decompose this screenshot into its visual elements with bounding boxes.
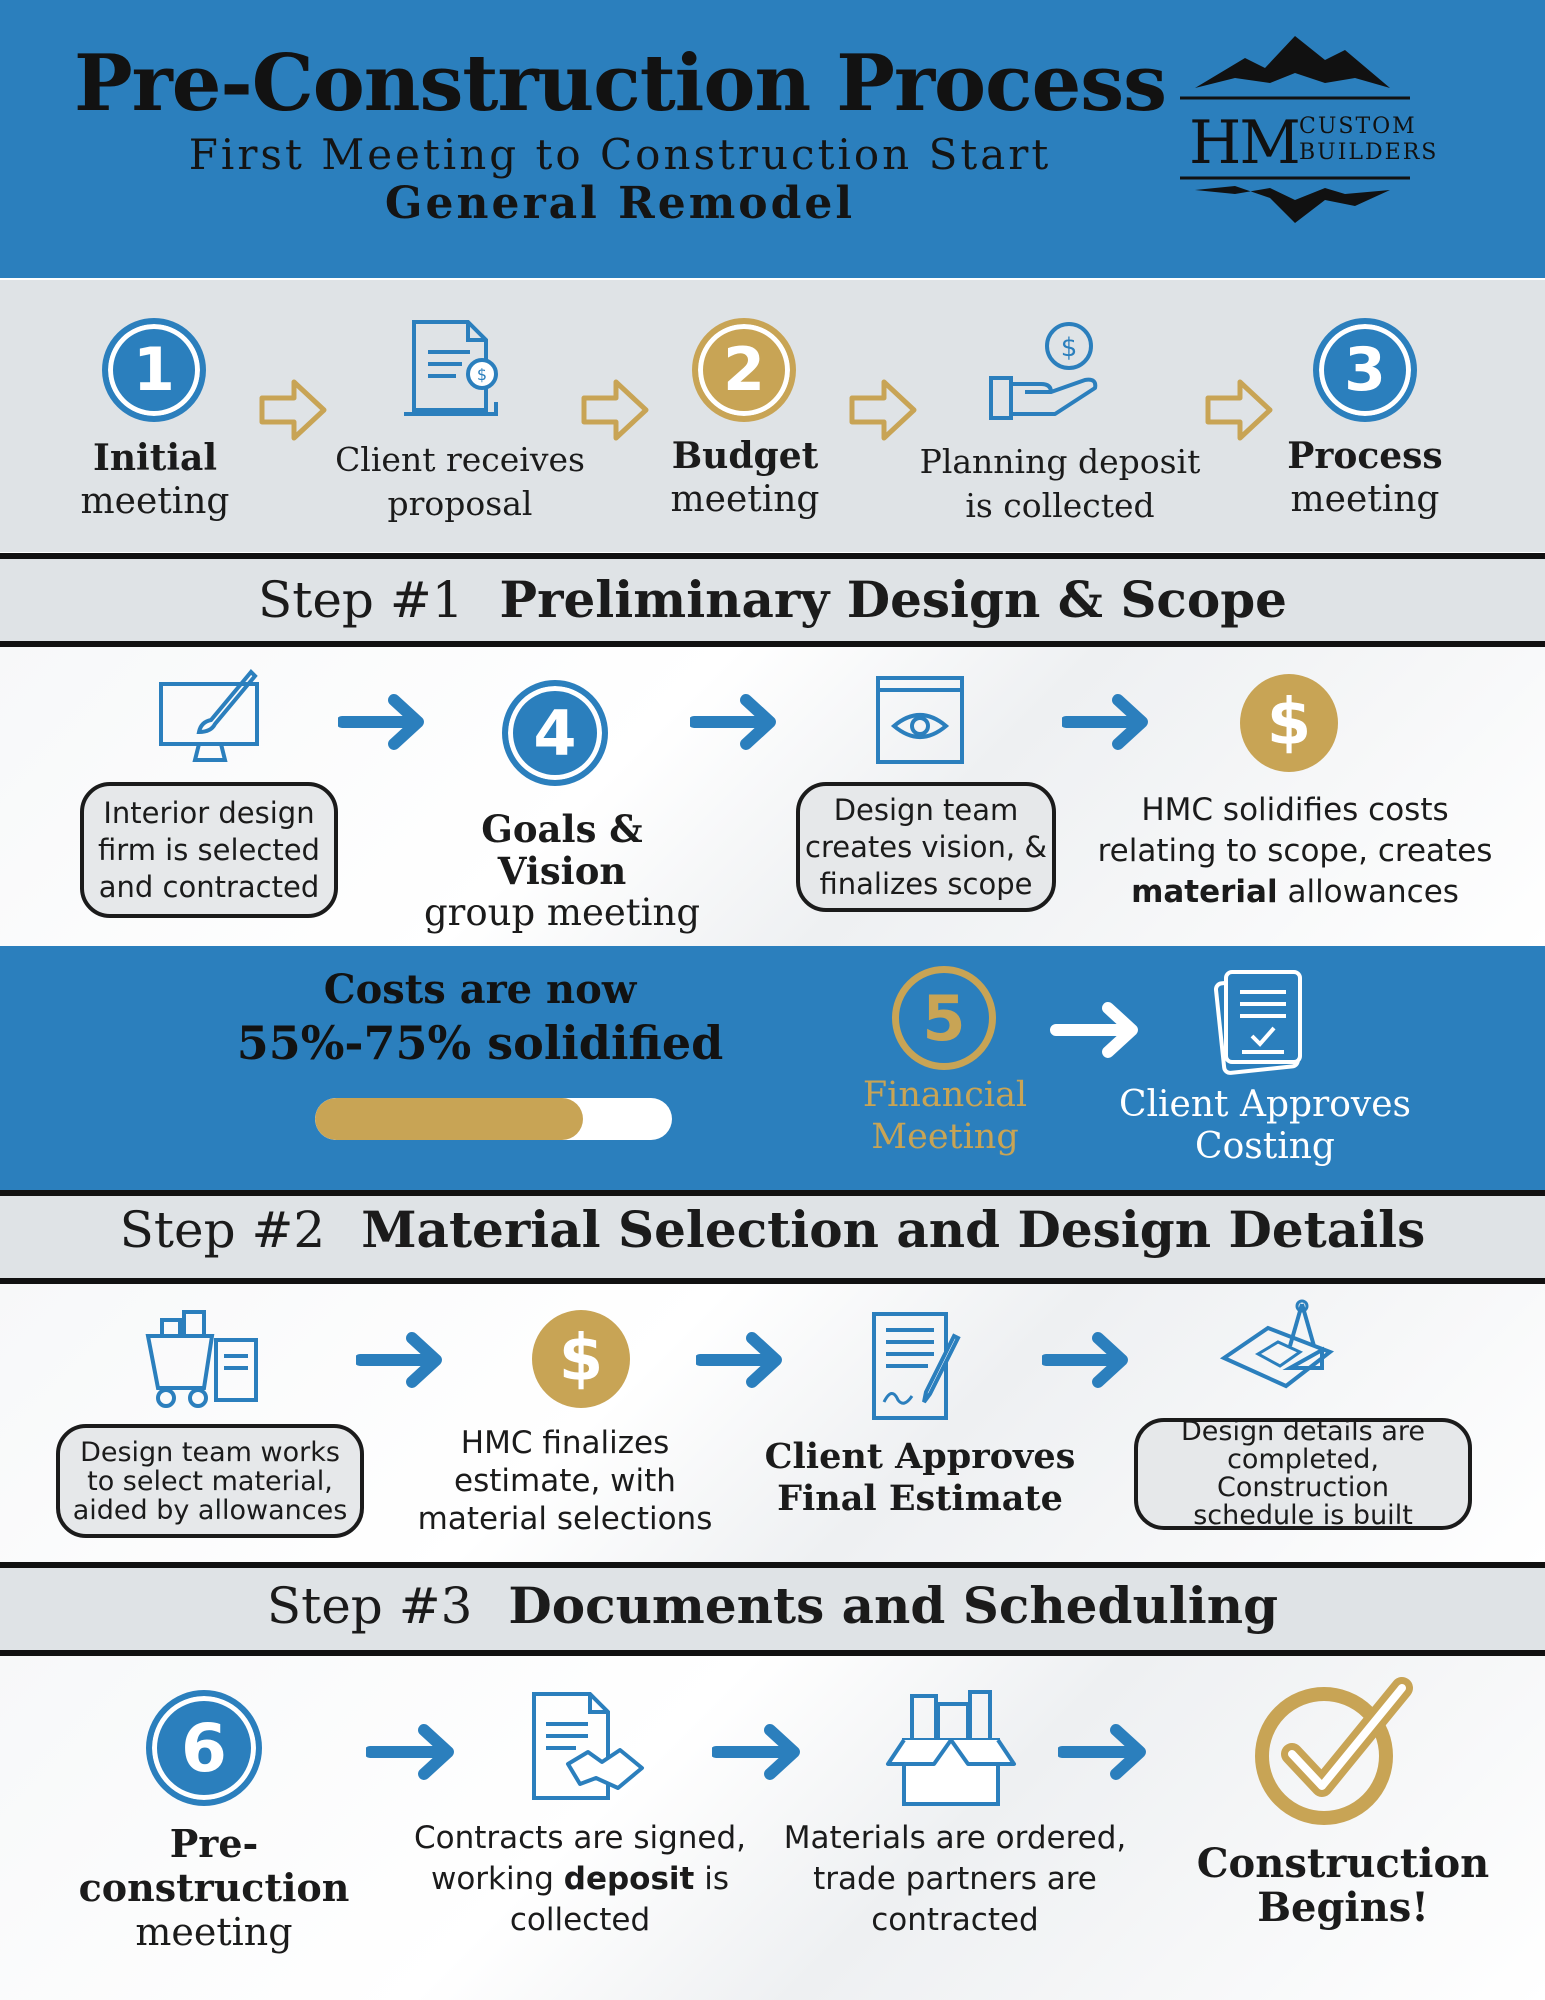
page-title: Pre-Construction Process xyxy=(73,38,1167,129)
step1-box-interior-design: Interior design firm is selected and contracted xyxy=(80,782,338,918)
company-logo xyxy=(1175,28,1439,233)
step1-title: Preliminary Design & Scope xyxy=(499,570,1287,629)
costs-line2: 55%-75% solidified xyxy=(236,1016,724,1070)
logo-builders: BUILDERS xyxy=(1299,140,1439,165)
client-approves-final-estimate: Client Approves Final Estimate xyxy=(764,1436,1076,1519)
materials-ordered: Materials are ordered, trade partners are contracted xyxy=(783,1820,1127,1938)
logo-custom: CUSTOM xyxy=(1299,114,1417,139)
blue-arrow-icon xyxy=(338,692,428,752)
page-subtitle: First Meeting to Construction Start xyxy=(188,130,1052,179)
proposal-document-icon xyxy=(400,318,504,422)
material-cart-icon xyxy=(142,1306,262,1410)
step-number-4: 4 xyxy=(502,680,608,786)
step3-title: Documents and Scheduling xyxy=(508,1576,1279,1635)
step2-box-select-material: Design team works to select material, aided by allowances xyxy=(56,1424,364,1538)
hand-money-icon xyxy=(985,318,1113,428)
step2-heading xyxy=(0,1200,1545,1259)
step3-number: Step #3 xyxy=(266,1577,473,1635)
blue-arrow-icon xyxy=(1042,1330,1132,1390)
materials-box-icon xyxy=(884,1690,1018,1810)
step2-box-design-details: Design details are completed, Construction schedule is built xyxy=(1134,1418,1472,1530)
step-number-3: 3 xyxy=(1313,318,1417,422)
blue-arrow-icon xyxy=(696,1330,786,1390)
goals-vision-meeting: Goals & Vision group meeting xyxy=(423,807,701,934)
hmc-solidifies-costs: HMC solidifies costs relating to scope, creates material allowances xyxy=(1097,792,1493,910)
overview-budget-meeting: Budget meeting xyxy=(670,435,820,520)
blue-arrow-icon xyxy=(356,1330,446,1390)
step1-number: Step #1 xyxy=(258,571,464,629)
outline-arrow-icon xyxy=(258,378,328,442)
dollar-icon: $ xyxy=(1240,674,1338,772)
signed-document-icon xyxy=(868,1310,968,1424)
step1-heading xyxy=(0,570,1545,629)
vision-eye-icon xyxy=(874,674,966,766)
step2-title: Material Selection and Design Details xyxy=(361,1200,1426,1259)
step-number-2: 2 xyxy=(692,318,796,422)
step-number-5: 5 xyxy=(892,966,996,1070)
blue-arrow-icon xyxy=(1058,1722,1152,1782)
dollar-icon: $ xyxy=(532,1310,630,1408)
svg-text:$: $ xyxy=(476,365,488,384)
overview-process-meeting: Process meeting xyxy=(1287,435,1443,520)
step3-heading xyxy=(0,1576,1545,1635)
costs-line1: Costs are now xyxy=(323,966,637,1013)
step1-box-design-team: Design team creates vision, & finalizes scope xyxy=(796,782,1056,912)
blue-arrow-icon xyxy=(366,1722,460,1782)
logo-hm: HM xyxy=(1189,108,1299,178)
design-monitor-icon xyxy=(155,668,265,768)
svg-text:$: $ xyxy=(1060,333,1078,363)
overview-planning-deposit: Planning deposit is collected xyxy=(919,442,1201,525)
contracts-signed: Contracts are signed, working deposit is collected xyxy=(413,1820,747,1938)
white-arrow-icon xyxy=(1050,998,1142,1062)
outline-arrow-icon xyxy=(848,378,918,442)
contract-handshake-icon xyxy=(528,1690,648,1804)
blue-arrow-icon xyxy=(690,692,780,752)
financial-meeting: Financial Meeting xyxy=(862,1075,1028,1157)
costs-progress-bar xyxy=(315,1098,672,1140)
client-approves-costing: Client Approves Costing xyxy=(1118,1084,1412,1167)
costs-progress-fill xyxy=(315,1098,583,1140)
overview-proposal: Client receives proposal xyxy=(335,440,585,523)
step2-number: Step #2 xyxy=(119,1201,326,1259)
preconstruction-meeting: Pre-construction meeting xyxy=(78,1821,350,1954)
blueprint-icon xyxy=(1218,1298,1338,1398)
checkmark-icon xyxy=(1252,1676,1422,1828)
outline-arrow-icon xyxy=(1204,378,1274,442)
approved-document-icon xyxy=(1206,966,1310,1076)
blue-arrow-icon xyxy=(1062,692,1152,752)
construction-begins: Construction Begins! xyxy=(1196,1840,1490,1931)
overview-initial-meeting: Initial meeting xyxy=(80,437,230,522)
outline-arrow-icon xyxy=(580,378,650,442)
step-number-6: 6 xyxy=(146,1690,262,1806)
hmc-finalizes-estimate: HMC finalizes estimate, with material selections xyxy=(417,1425,713,1537)
page-subtitle-remodel: General Remodel xyxy=(384,178,856,229)
step-number-1: 1 xyxy=(102,318,206,422)
blue-arrow-icon xyxy=(712,1722,806,1782)
